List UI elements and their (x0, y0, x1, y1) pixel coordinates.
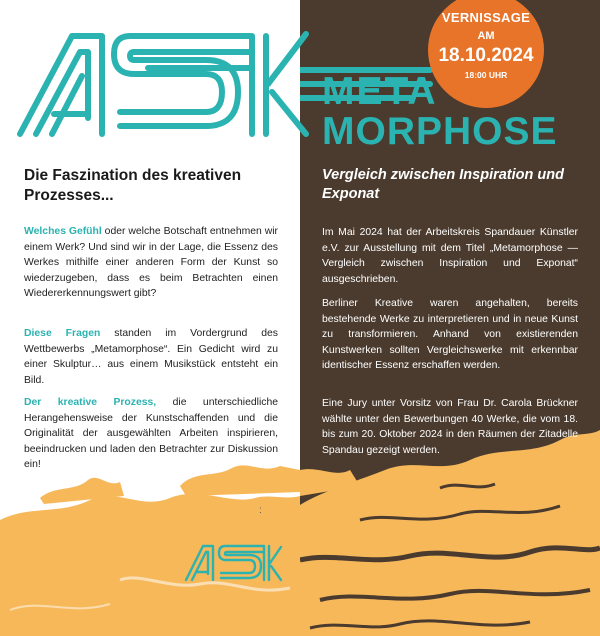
left-paragraph-3 (24, 395, 278, 473)
badge-time: 18:00 UHR (464, 70, 508, 80)
paragraph-1-text: oder welche Botschaft entnehmen wir einem Werk? Und sind wir in der Lage, die Essenz des Werkes mithilfe einer anderen Form der Kunst so wiederzugeben, dass es beim Betrachten einen Wiedererkennungswert gibt? (24, 226, 278, 300)
badge-am: AM (477, 30, 495, 42)
highlight-1: Welches Gefühl (24, 226, 102, 237)
title-meta: META (322, 70, 438, 113)
stray-colon: : (259, 505, 262, 516)
highlight-2: Diese Fragen (24, 328, 101, 339)
badge-date: 18.10.2024 (438, 45, 534, 66)
right-paragraph-2: Berliner Kreative waren angehalten, bereits bestehende Werke zu interpretieren und in neue Kunst zu transformieren. Anhand von existierenden Kunstwerken sollten Vergleichswerke mit erkennbar identischer Essenz erschaffen werden. (322, 298, 578, 372)
highlight-3: Der kreative Prozess, (24, 397, 157, 408)
right-paragraph-3: Eine Jury unter Vorsitz von Frau Dr. Carola Brückner wählte unter den Bewerbungen 40 Werke, die vom 18. bis zum 20. Oktober 2024 in den Räumen der Zitadelle Spandau gezeigt werden. (322, 398, 578, 456)
paragraph-2-text: standen im Vordergrund des Wettbewerbs „Metamorphose“. Ein Gedicht wird zu einer Skulptur… aus einem Musikstück entsteht ein Bild. (24, 328, 278, 386)
ask-logo-small (183, 540, 283, 584)
vernissage-badge (428, 0, 544, 116)
left-paragraph-2 (24, 326, 278, 388)
badge-vernissage: VERNISSAGE (441, 10, 531, 25)
right-paragraph-1: Im Mai 2024 hat der Arbeitskreis Spandauer Künstler e.V. zur Ausstellung mit dem Titel „Metamorphose — Vergleich zwischen Inspiration und Exponat“ ausgeschrieben. (322, 227, 578, 285)
paragraph-3-text: die unterschiedliche Herangehensweise der Kunstschaffenden und die Originalität der ausgewählten Arbeiten inspirieren, beeindrucken und laden den Betrachter zur Diskussion ein! (24, 397, 279, 471)
right-heading: Vergleich zwischen Inspiration und Exponat (322, 167, 564, 202)
left-paragraph-1 (24, 224, 278, 302)
left-heading: Die Faszination des kreativen Prozesses... (24, 167, 242, 204)
title-morphose: MORPHOSE (322, 110, 558, 153)
ask-logo (10, 14, 310, 154)
